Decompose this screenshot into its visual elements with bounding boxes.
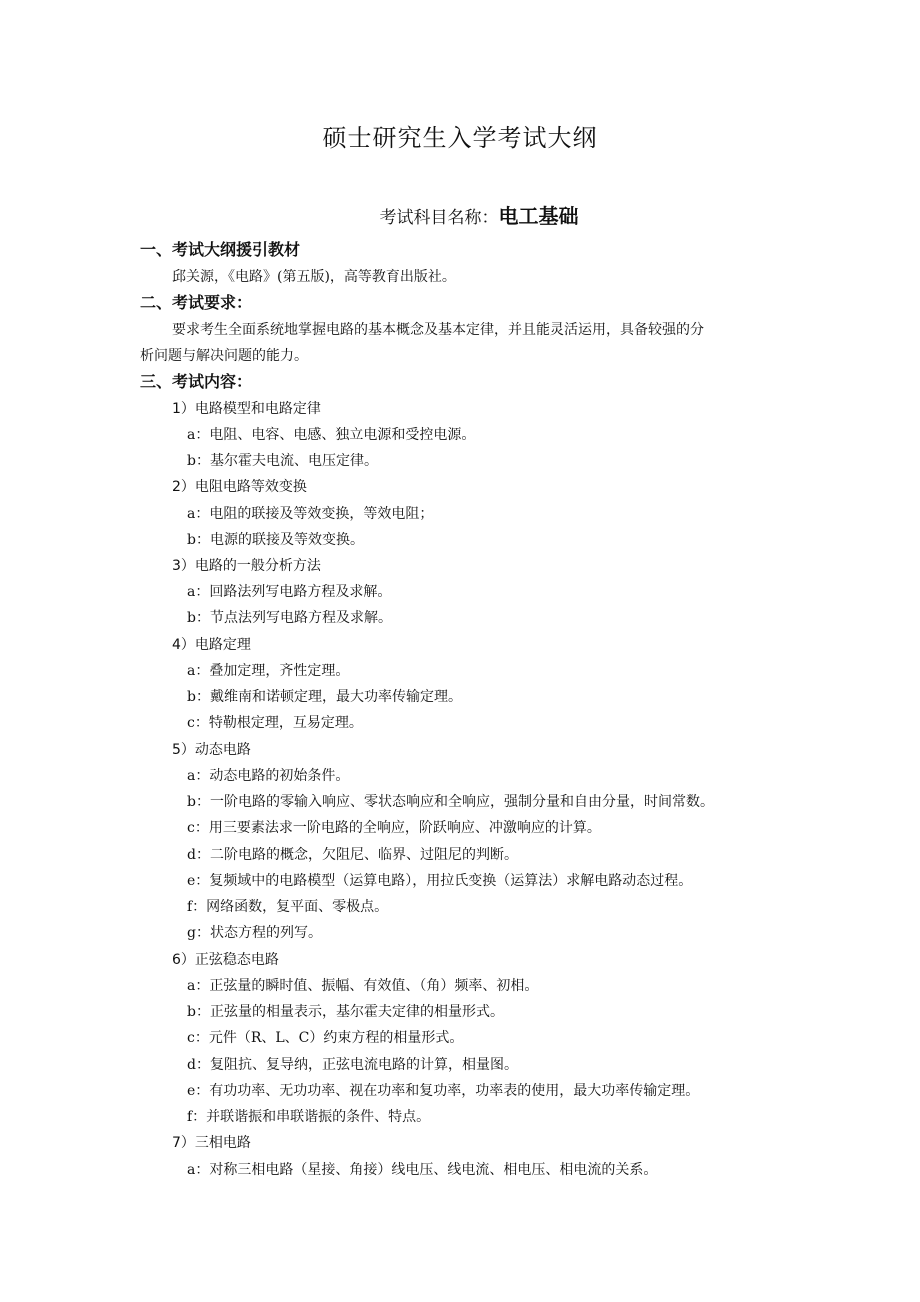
topic-title: 6）正弦稳态电路 xyxy=(172,952,279,968)
topic-item: e：复频域中的电路模型（运算电路），用拉氏变换（运算法）求解电路动态过程。 xyxy=(187,873,693,889)
topic-item: c：特勒根定理，互易定理。 xyxy=(187,715,363,731)
subject-line xyxy=(0,200,920,229)
topic-item: f：网络函数，复平面、零极点。 xyxy=(187,899,389,915)
topic-item: c：用三要素法求一阶电路的全响应，阶跃响应、冲激响应的计算。 xyxy=(187,820,601,836)
topic-item: b：节点法列写电路方程及求解。 xyxy=(187,610,392,626)
section-heading-textbook: 一、考试大纲援引教材 xyxy=(140,240,301,259)
topic-item: g：状态方程的列写。 xyxy=(187,925,322,941)
topic-item: c：元件（R、L、C）约束方程的相量形式。 xyxy=(187,1030,464,1046)
textbook-reference: 邱关源，《电路》(第五版)，高等教育出版社。 xyxy=(172,269,456,285)
section-heading-requirements: 二、考试要求： xyxy=(140,293,253,312)
section-heading-content: 三、考试内容： xyxy=(140,372,253,391)
topic-item: d：二阶电路的概念，欠阻尼、临界、过阻尼的判断。 xyxy=(187,847,518,863)
topic-title: 1）电路模型和电路定律 xyxy=(172,401,321,417)
topic-item: b：电源的联接及等效变换。 xyxy=(187,532,364,548)
topic-item: b：正弦量的相量表示，基尔霍夫定律的相量形式。 xyxy=(187,1004,504,1020)
topic-title: 5）动态电路 xyxy=(172,742,251,758)
requirements-text-line2: 析问题与解决问题的能力。 xyxy=(140,348,308,364)
topic-item: a：回路法列写电路方程及求解。 xyxy=(187,584,392,600)
topic-title: 3）电路的一般分析方法 xyxy=(172,558,321,574)
topic-item: a：正弦量的瞬时值、振幅、有效值、（角）频率、初相。 xyxy=(187,978,539,994)
topic-item: b：基尔霍夫电流、电压定律。 xyxy=(187,453,378,469)
topic-item: a：叠加定理，齐性定理。 xyxy=(187,663,350,679)
topic-title: 2）电阻电路等效变换 xyxy=(172,479,307,495)
topic-item: f：并联谐振和串联谐振的条件、特点。 xyxy=(187,1109,431,1125)
topic-item: b：一阶电路的零输入响应、零状态响应和全响应，强制分量和自由分量，时间常数。 xyxy=(187,794,714,810)
topic-item: a：电阻、电容、电感、独立电源和受控电源。 xyxy=(187,427,476,443)
subject-label: 考试科目名称： xyxy=(379,208,499,228)
topic-title: 7）三相电路 xyxy=(172,1135,251,1151)
topic-item: a：电阻的联接及等效变换，等效电阻； xyxy=(187,506,434,522)
topic-title: 4）电路定理 xyxy=(172,637,251,653)
topic-item: d：复阻抗、复导纳，正弦电流电路的计算，相量图。 xyxy=(187,1057,518,1073)
requirements-text-line1: 要求考生全面系统地掌握电路的基本概念及基本定律，并且能灵活运用，具备较强的分 xyxy=(172,322,704,338)
topic-item: a：动态电路的初始条件。 xyxy=(187,768,350,784)
document-title: 硕士研究生入学考试大纲 xyxy=(322,124,598,152)
topic-item: e：有功功率、无功功率、视在功率和复功率，功率表的使用，最大功率传输定理。 xyxy=(187,1083,700,1099)
topic-item: b：戴维南和诺顿定理，最大功率传输定理。 xyxy=(187,689,462,705)
subject-value: 电工基础 xyxy=(498,204,579,228)
topic-item: a：对称三相电路（星接、角接）线电压、线电流、相电压、相电流的关系。 xyxy=(187,1162,658,1178)
